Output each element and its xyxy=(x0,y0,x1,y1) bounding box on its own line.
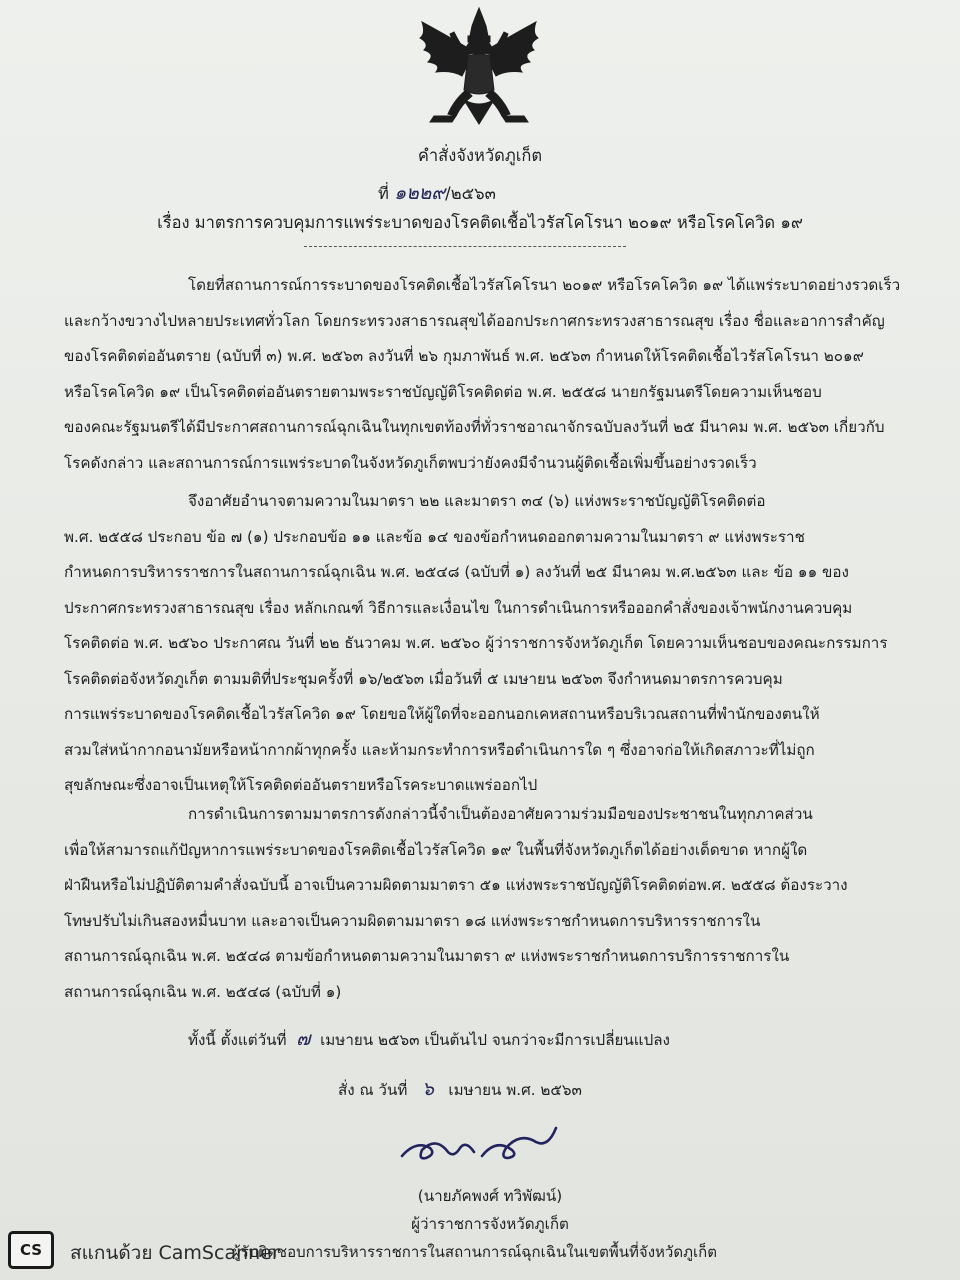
paragraph-line: การดำเนินการตามมาตรการดังกล่าวนี้จำเป็นต้องอาศัยความร่วมมือของประชาชนในทุกภาคส่วน xyxy=(188,805,813,823)
signatory-role: ผู้รับผิดชอบการบริหารราชการในสถานการณ์ฉุกเฉินในเขตพื้นที่จังหวัดภูเก็ต xyxy=(232,1243,717,1261)
paragraph-line: เพื่อให้สามารถแก้ปัญหาการแพร่ระบาดของโรคติดเชื้อไวรัสโควิด ๑๙ ในพื้นที่จังหวัดภูเก็ตได้อย่างเด็ดขาด หากผู้ใด xyxy=(64,840,808,859)
paragraph-line: ของคณะรัฐมนตรีได้มีประกาศสถานการณ์ฉุกเฉินในทุกเขตท้องที่ทั่วราชอาณาจักรฉบับลงวันที่ ๒๕ มีนาคม พ.ศ. ๒๕๖๓ เกี่ยวกับ xyxy=(64,418,885,436)
effective-prefix: ทั้งนี้ ตั้งแต่วันที่ xyxy=(188,1031,287,1049)
order-title: คำสั่งจังหวัดภูเก็ต xyxy=(417,146,543,165)
subject-divider xyxy=(304,246,626,247)
paragraph-1 xyxy=(64,268,901,481)
order-number-prefix: ที่ xyxy=(378,184,389,203)
paragraph-line: โรคติดต่อจังหวัดภูเก็ต ตามมติที่ประชุมครั้งที่ ๑๖/๒๕๖๓ เมื่อวันที่ ๕ เมษายน ๒๕๖๓ จึงกำหนดมาตรการควบคุม xyxy=(64,669,783,688)
garuda-emblem xyxy=(404,4,554,128)
order-date-line xyxy=(338,1074,582,1104)
order-date-suffix: เมษายน พ.ศ. ๒๕๖๓ xyxy=(448,1081,582,1099)
paragraph-line: ของโรคติดต่ออันตราย (ฉบับที่ ๓) พ.ศ. ๒๕๖๓ ลงวันที่ ๒๖ กุมภาพันธ์ พ.ศ. ๒๕๖๓ กำหนดให้โรคติดเชื้อไวรัสโคโรนา ๒๐๑๙ xyxy=(64,347,864,365)
handwritten-signature xyxy=(396,1122,566,1168)
order-day-handwritten: ๖ xyxy=(421,1078,434,1100)
effective-date-line xyxy=(188,1024,670,1054)
paragraph-line: พ.ศ. ๒๕๕๘ ประกอบ ข้อ ๗ (๑) ประกอบข้อ ๑๑ และข้อ ๑๔ ของข้อกำหนดออกตามความในมาตรา ๙ แห่งพระราช xyxy=(64,527,805,546)
paragraph-2 xyxy=(64,484,888,804)
order-date-prefix: สั่ง ณ วันที่ xyxy=(338,1081,408,1099)
order-subject: เรื่อง มาตรการควบคุมการแพร่ระบาดของโรคติดเชื้อไวรัสโคโรนา ๒๐๑๙ หรือโรคโควิด ๑๙ xyxy=(157,213,803,232)
paragraph-line: สุขลักษณะซึ่งอาจเป็นเหตุให้โรคติดต่ออันตรายหรือโรคระบาดแพร่ออกไป xyxy=(64,776,538,794)
order-number xyxy=(378,178,496,208)
effective-suffix: เมษายน ๒๕๖๓ เป็นต้นไป จนกว่าจะมีการเปลี่ยนแปลง xyxy=(320,1031,670,1049)
paragraph-line: โดยที่สถานการณ์การระบาดของโรคติดเชื้อไวรัสโคโรนา ๒๐๑๙ หรือโรคโควิด ๑๙ ได้แพร่ระบาดอย่างรวดเร็ว xyxy=(188,276,901,294)
paragraph-line: สถานการณ์ฉุกเฉิน พ.ศ. ๒๕๔๘ (ฉบับที่ ๑) xyxy=(64,982,342,1001)
paragraph-line: จึงอาศัยอำนาจตามความในมาตรา ๒๒ และมาตรา ๓๔ (๖) แห่งพระราชบัญญัติโรคติดต่อ xyxy=(188,492,766,510)
signatory-position: ผู้ว่าราชการจังหวัดภูเก็ต xyxy=(411,1215,569,1233)
paragraph-line: ฝ่าฝืนหรือไม่ปฏิบัติตามคำสั่งฉบับนี้ อาจเป็นความผิดตามมาตรา ๕๑ แห่งพระราชบัญญัติโรคติดต่อพ.ศ. ๒๕๕๘ ต้องระวาง xyxy=(64,876,848,894)
paragraph-line: หรือโรคโควิด ๑๙ เป็นโรคติดต่ออันตรายตามพระราชบัญญัติโรคติดต่อ พ.ศ. ๒๕๕๘ นายกรัฐมนตรีโดยความเห็นชอบ xyxy=(64,382,822,401)
order-number-suffix: /๒๕๖๓ xyxy=(445,184,496,203)
camscanner-watermark: สแกนด้วย CamScanner xyxy=(70,1242,280,1264)
paragraph-line: โทษปรับไม่เกินสองหมื่นบาท และอาจเป็นความผิดตามมาตรา ๑๘ แห่งพระราชกำหนดการบริหารราชการใน xyxy=(64,911,761,930)
paragraph-line: ประกาศกระทรวงสาธารณสุข เรื่อง หลักเกณฑ์ วิธีการและเงื่อนไข ในการดำเนินการหรือออกคำสั่งของเจ้าพนักงานควบคุม xyxy=(64,598,853,617)
paragraph-line: สถานการณ์ฉุกเฉิน พ.ศ. ๒๕๔๘ ตามข้อกำหนดตามความในมาตรา ๙ แห่งพระราชกำหนดการบริการราชการใน xyxy=(64,947,790,965)
signatory-name: (นายภัคพงศ์ ทวิพัฒน์) xyxy=(417,1187,563,1205)
effective-day-handwritten: ๗ xyxy=(296,1028,311,1050)
paragraph-3 xyxy=(64,797,876,1010)
paragraph-line: การแพร่ระบาดของโรคติดเชื้อไวรัสโควิด ๑๙ โดยขอให้ผู้ใดที่จะออกนอกเคหสถานหรือบริเวณสถานที่พำนักของตนให้ xyxy=(64,705,820,723)
paragraph-line: โรคติดต่อ พ.ศ. ๒๕๖๐ ประกาศณ วันที่ ๒๒ ธันวาคม พ.ศ. ๒๕๖๐ ผู้ว่าราชการจังหวัดภูเก็ต โดยความเห็นชอบของคณะกรรมการ xyxy=(64,634,888,652)
camscanner-logo-icon: CS xyxy=(8,1231,54,1269)
paragraph-line: กำหนดการบริหารราชการในสถานการณ์ฉุกเฉิน พ.ศ. ๒๕๔๘ (ฉบับที่ ๑) ลงวันที่ ๒๕ มีนาคม พ.ศ.๒๕๖๓ และ ข้อ ๑๑ ของ xyxy=(64,563,849,581)
paragraph-line: โรคดังกล่าว และสถานการณ์การแพร่ระบาดในจังหวัดภูเก็ตพบว่ายังคงมีจำนวนผู้ติดเชื้อเพิ่มขึ้นอย่างรวดเร็ว xyxy=(64,453,757,472)
paragraph-line: สวมใส่หน้ากากอนามัยหรือหน้ากากผ้าทุกครั้ง และห้ามกระทำการหรือดำเนินการใด ๆ ซึ่งอาจก่อให้เกิดสภาวะที่ไม่ถูก xyxy=(64,740,815,759)
order-number-handwritten: ๑๒๒๙ xyxy=(394,182,446,204)
paragraph-line: และกว้างขวางไปหลายประเทศทั่วโลก โดยกระทรวงสาธารณสุขได้ออกประกาศกระทรวงสาธารณสุข เรื่อง ชื่อและอาการสำคัญ xyxy=(64,311,885,330)
